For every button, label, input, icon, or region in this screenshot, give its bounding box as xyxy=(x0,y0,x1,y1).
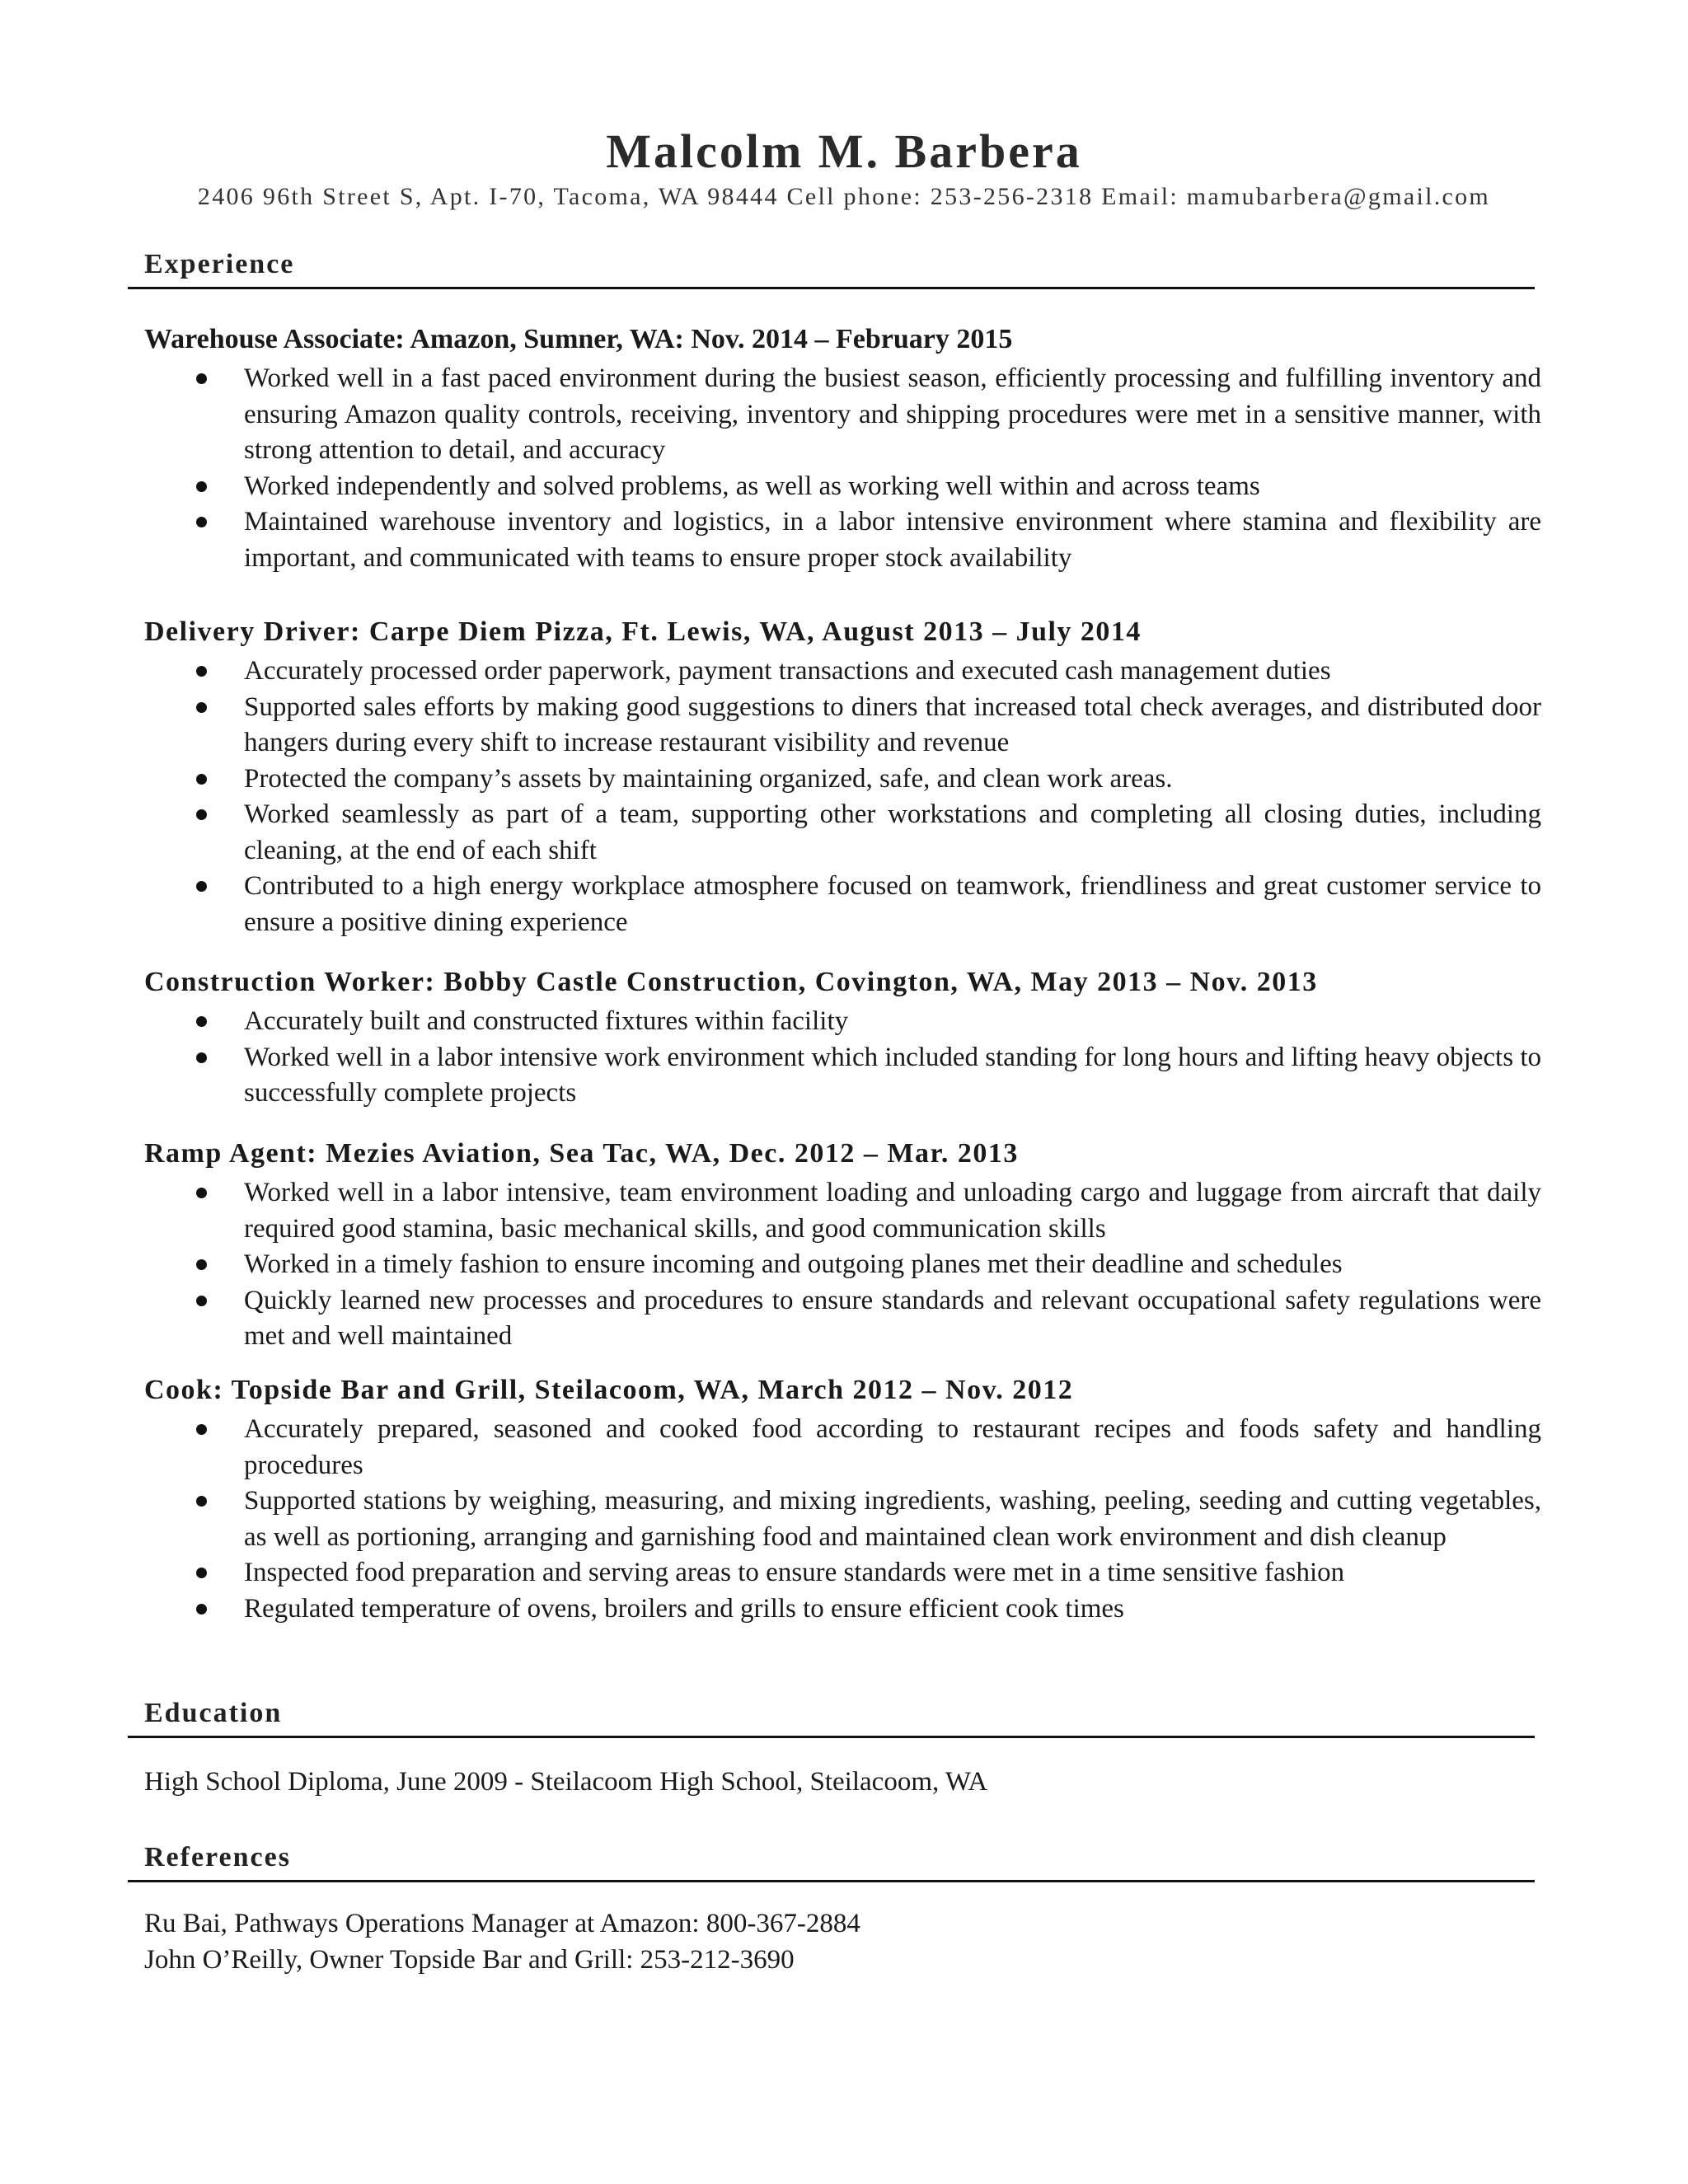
education-heading-label: Education xyxy=(144,1698,283,1728)
job-title: Construction Worker: Bobby Castle Construction, Covington, WA, May 2013 – Nov. 2013 xyxy=(144,967,1318,997)
list-item xyxy=(144,654,1541,690)
bullet-text: Worked in a timely fashion to ensure incoming and outgoing planes met their deadline and schedules xyxy=(244,1249,1343,1279)
bullet-icon xyxy=(196,1604,207,1615)
list-item xyxy=(144,1412,1541,1483)
bullet-icon xyxy=(196,373,207,384)
contact-line: 2406 96th Street S, Apt. I-70, Tacoma, WA 98444 Cell phone: 253-256-2318 Email: mamubarbera@gmail.com xyxy=(197,183,1491,210)
references-heading-label: References xyxy=(144,1842,291,1872)
bullet-text: Supported sales efforts by making good suggestions to diners that increased total check averages, and distributed door hangers during every shift to increase restaurant visibility and revenue xyxy=(244,691,1541,757)
job-bullets xyxy=(144,1412,1541,1627)
list-item xyxy=(144,1040,1541,1112)
bullet-icon xyxy=(196,1188,207,1198)
bullet-text: Worked independently and solved problems, as well as working well within and across teams xyxy=(244,471,1260,501)
bullet-text: Worked well in a labor intensive work environment which included standing for long hours and lifting heavy objects to successfully complete projects xyxy=(244,1042,1541,1108)
bullet-icon xyxy=(196,774,207,785)
bullet-text: Contributed to a high energy workplace atmosphere focused on teamwork, friendliness and great customer service to ensure a positive dining experience xyxy=(244,871,1541,937)
bullet-text: Maintained warehouse inventory and logistics, in a labor intensive environment where stamina and flexibility are important, and communicated with teams to ensure proper stock availability xyxy=(244,507,1541,573)
bullet-text: Regulated temperature of ovens, broilers and grills to ensure efficient cook times xyxy=(244,1593,1124,1624)
job-entry-cook xyxy=(144,1372,1541,1627)
job-bullets xyxy=(144,1175,1541,1355)
job-bullets xyxy=(144,1004,1541,1112)
bullet-text: Supported stations by weighing, measuring, and mixing ingredients, washing, peeling, seeding and cutting vegetables, as well as portioning, arranging and garnishing food and maintained clean work environment and dish cleanup xyxy=(244,1486,1541,1552)
bullet-text: Inspected food preparation and serving areas to ensure standards were met in a time sensitive fashion xyxy=(244,1558,1345,1587)
list-item xyxy=(144,1283,1541,1355)
list-item xyxy=(144,1555,1541,1591)
bullet-text: Worked well in a fast paced environment during the busiest season, efficiently processing and fulfilling inventory and ensuring Amazon quality controls, receiving, inventory and shipping procedures were met in a sensitive manner, with strong attention to detail, and accuracy xyxy=(244,363,1541,465)
reference-entry: Ru Bai, Pathways Operations Manager at Amazon: 800-367-2884 xyxy=(144,1909,860,1938)
bullet-icon xyxy=(196,481,207,492)
bullet-icon xyxy=(196,666,207,677)
bullet-icon xyxy=(196,1424,207,1435)
applicant-name: Malcolm M. Barbera xyxy=(606,124,1082,178)
education-entry: High School Diploma, June 2009 - Steilacoom High School, Steilacoom, WA xyxy=(144,1767,988,1797)
bullet-icon xyxy=(196,1496,207,1507)
list-item xyxy=(144,361,1541,469)
experience-heading xyxy=(128,247,1535,289)
education-heading xyxy=(128,1696,1535,1738)
experience-heading-label: Experience xyxy=(144,249,295,279)
job-entry-delivery-driver xyxy=(144,614,1541,940)
job-title: Delivery Driver: Carpe Diem Pizza, Ft. Lewis, WA, August 2013 – July 2014 xyxy=(144,616,1142,647)
references-heading xyxy=(128,1840,1535,1882)
reference-entry: John O’Reilly, Owner Topside Bar and Grill: 253-212-3690 xyxy=(144,1945,795,1975)
job-title: Warehouse Associate: Amazon, Sumner, WA: Nov. 2014 – February 2015 xyxy=(144,324,1013,354)
bullet-text: Protected the company’s assets by maintaining organized, safe, and clean work areas. xyxy=(244,763,1173,794)
list-item xyxy=(144,1175,1541,1247)
list-item xyxy=(144,1247,1541,1283)
bullet-icon xyxy=(196,1052,207,1063)
bullet-icon xyxy=(196,881,207,892)
bullet-text: Accurately prepared, seasoned and cooked food according to restaurant recipes and foods safety and handling procedures xyxy=(244,1414,1541,1480)
list-item xyxy=(144,690,1541,762)
bullet-icon xyxy=(196,809,207,820)
job-entry-construction xyxy=(144,964,1541,1112)
list-item xyxy=(144,1591,1541,1628)
list-item xyxy=(144,762,1541,798)
bullet-icon xyxy=(196,1016,207,1027)
bullet-text: Quickly learned new processes and procedures to ensure standards and relevant occupational safety regulations were met and well maintained xyxy=(244,1285,1541,1351)
list-item xyxy=(144,869,1541,940)
bullet-icon xyxy=(196,1568,207,1578)
list-item xyxy=(144,1004,1541,1040)
list-item xyxy=(144,469,1541,505)
bullet-text: Worked seamlessly as part of a team, supporting other workstations and completing all closing duties, including cleaning, at the end of each shift xyxy=(244,799,1541,865)
job-entry-warehouse xyxy=(144,321,1541,576)
job-title: Ramp Agent: Mezies Aviation, Sea Tac, WA, Dec. 2012 – Mar. 2013 xyxy=(144,1138,1019,1169)
list-item xyxy=(144,504,1541,576)
bullet-text: Worked well in a labor intensive, team environment loading and unloading cargo and luggage from aircraft that daily required good stamina, basic mechanical skills, and good communication skills xyxy=(244,1178,1541,1244)
bullet-icon xyxy=(196,702,207,713)
job-entry-ramp-agent xyxy=(144,1136,1541,1355)
bullet-text: Accurately built and constructed fixtures within facility xyxy=(244,1006,849,1036)
list-item xyxy=(144,797,1541,869)
bullet-icon xyxy=(196,1259,207,1270)
job-bullets xyxy=(144,654,1541,940)
bullet-icon xyxy=(196,517,207,527)
job-title: Cook: Topside Bar and Grill, Steilacoom, WA, March 2012 – Nov. 2012 xyxy=(144,1375,1074,1405)
bullet-text: Accurately processed order paperwork, payment transactions and executed cash management duties xyxy=(244,656,1331,686)
bullet-icon xyxy=(196,1296,207,1306)
list-item xyxy=(144,1483,1541,1555)
job-bullets xyxy=(144,361,1541,576)
